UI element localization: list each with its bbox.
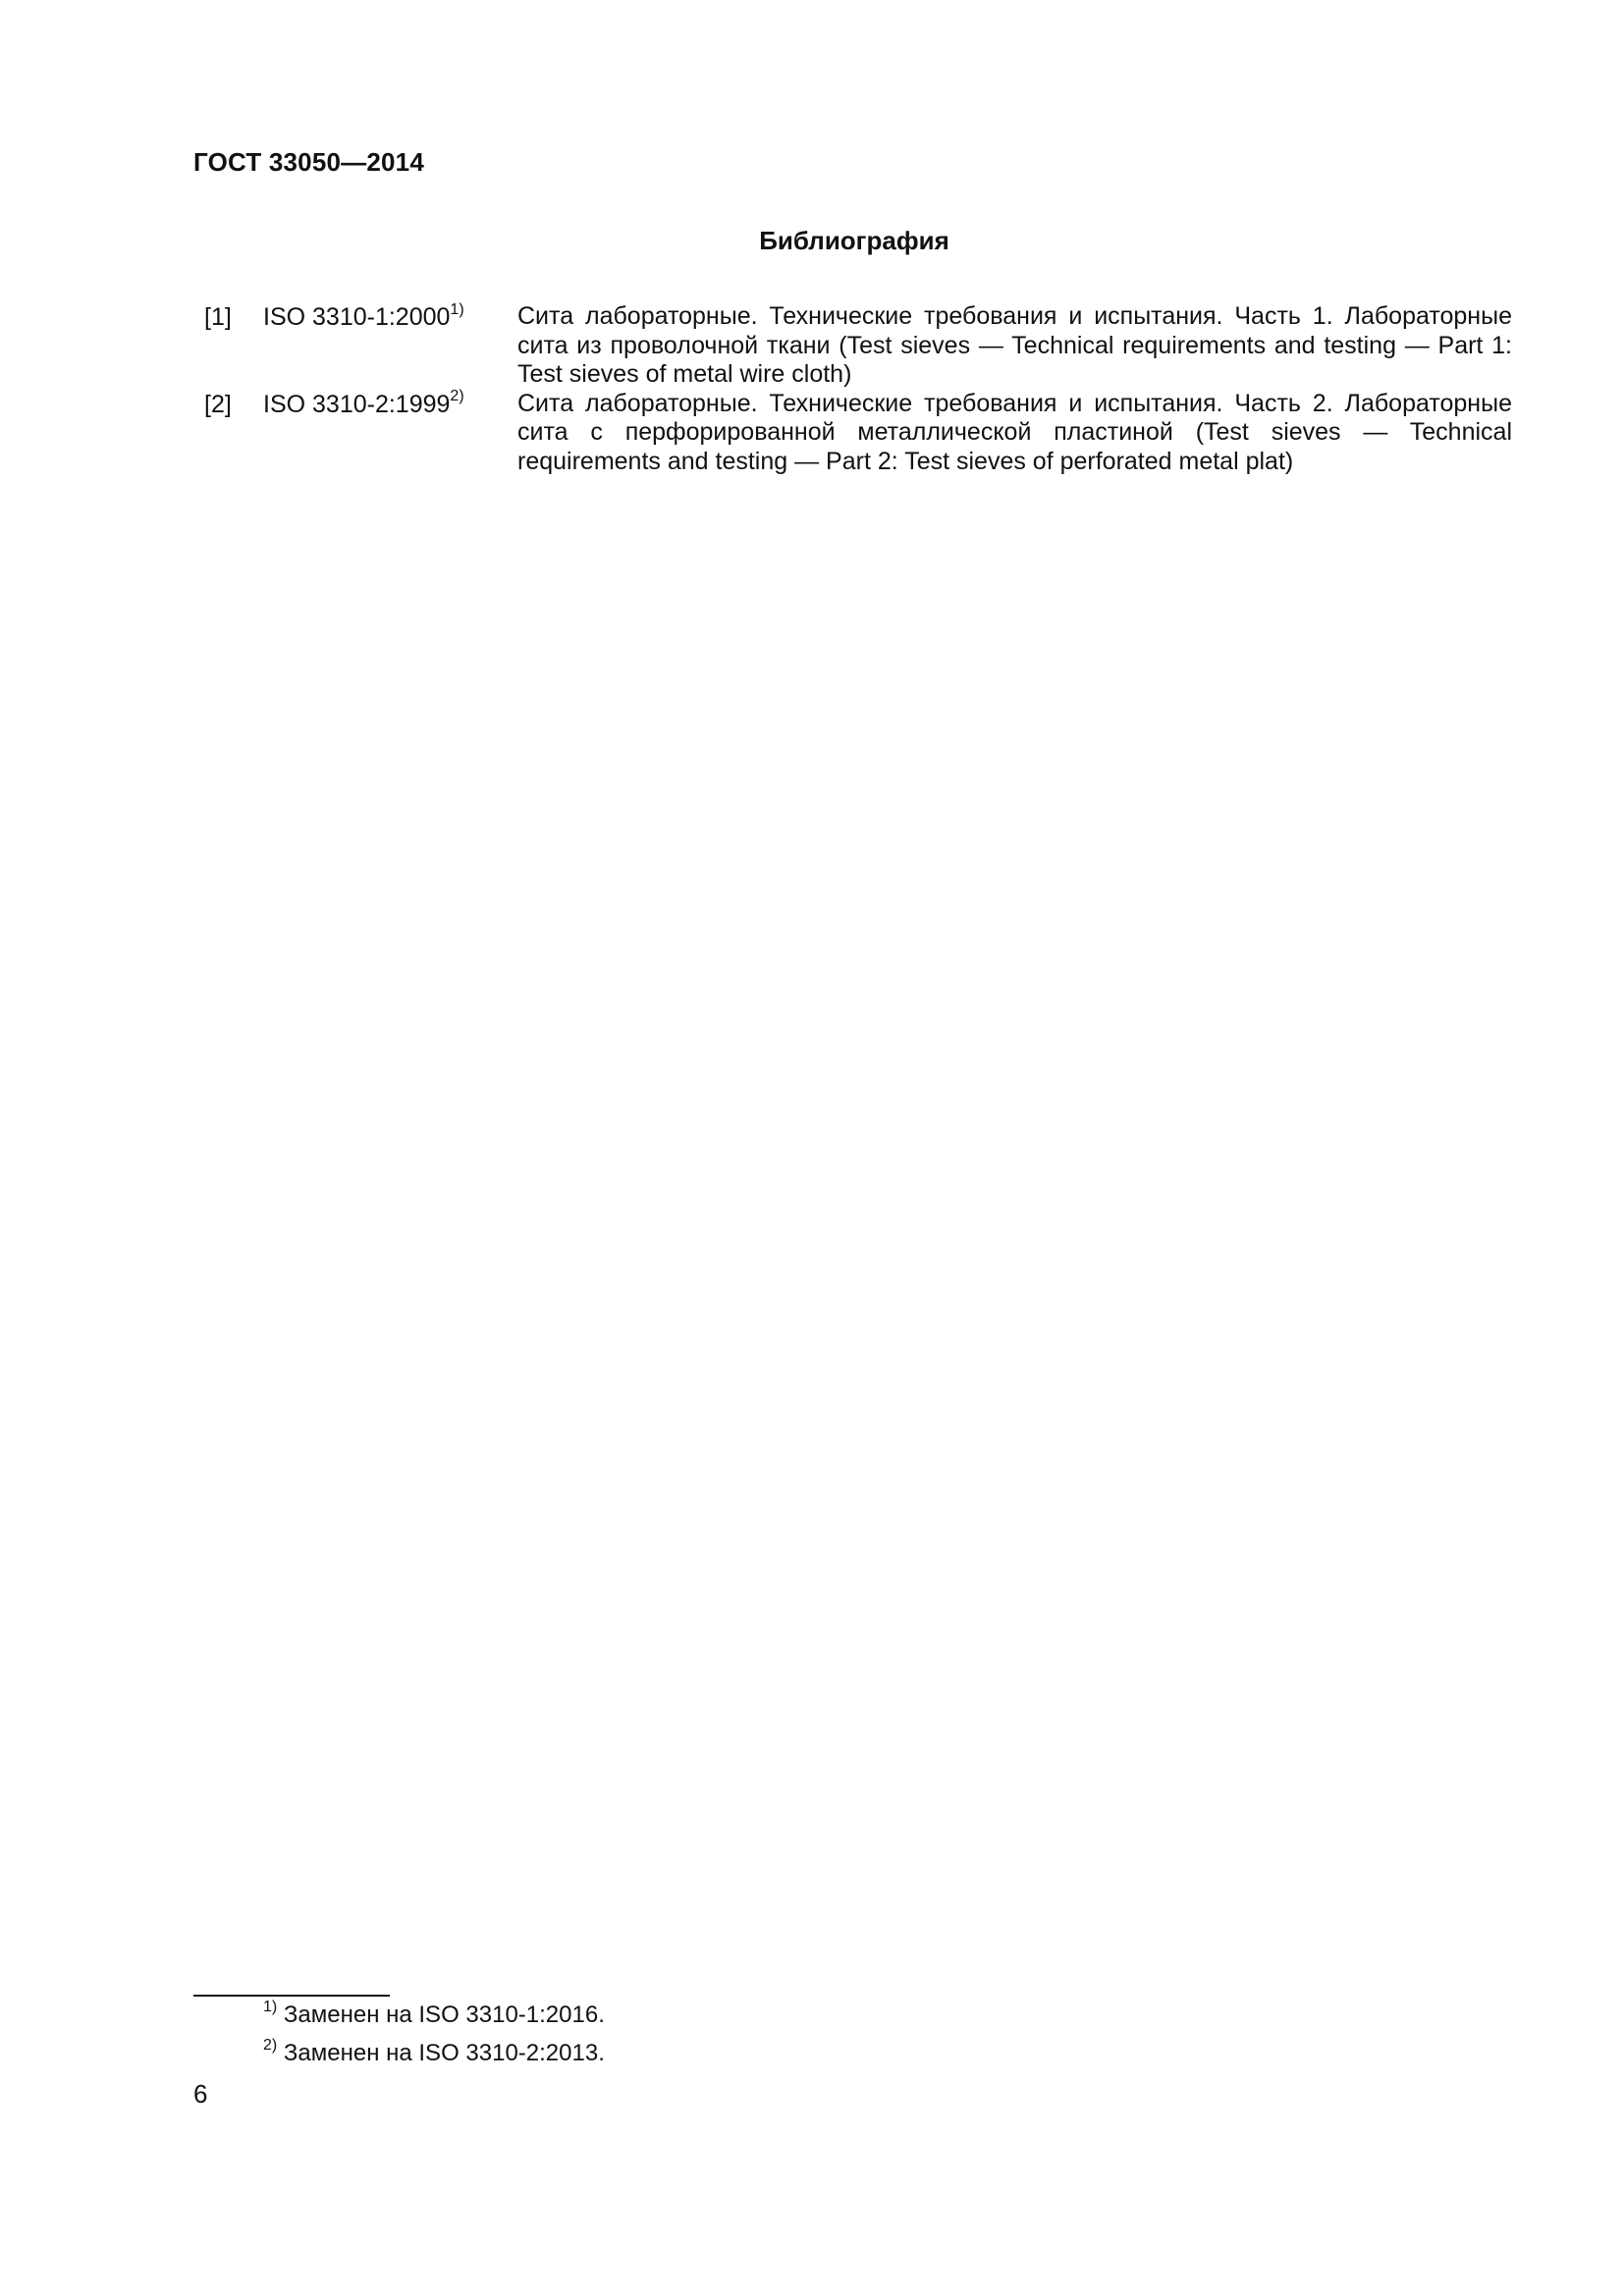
page-number: 6 bbox=[193, 2079, 208, 2109]
bibliography-list bbox=[0, 302, 1624, 476]
footnote-marker: 2) bbox=[450, 388, 464, 405]
bibliography-entry bbox=[0, 302, 1624, 390]
footnote bbox=[263, 2001, 605, 2030]
footnote-marker: 1) bbox=[263, 1999, 278, 2015]
bibliography-entry-number: [1] bbox=[204, 303, 232, 331]
document-code: ГОСТ 33050—2014 bbox=[193, 147, 424, 177]
footnote-marker: 1) bbox=[450, 300, 464, 318]
footnote-separator bbox=[193, 1995, 390, 1997]
section-title: Библиография bbox=[759, 226, 949, 255]
bibliography-entry-text: Сита лабораторные. Технические требования и испытания. Часть 2. Лабораторные сита с перфорированной металлической пластиной (Test sieves — Technical requirements and testing — Part 2: Test sieves of perforated metal plat) bbox=[517, 389, 1512, 475]
bibliography-entry-number: [2] bbox=[204, 390, 232, 418]
bibliography-entry-reference bbox=[263, 302, 464, 332]
reference-code: ISO 3310-1:2000 bbox=[263, 303, 451, 331]
bibliography-entry-reference bbox=[263, 390, 464, 419]
bibliography-entry bbox=[0, 390, 1624, 477]
reference-code: ISO 3310-2:1999 bbox=[263, 390, 451, 418]
footnote bbox=[263, 2039, 605, 2068]
footnote-text: Заменен на ISO 3310-2:2013. bbox=[283, 2040, 605, 2066]
bibliography-entry-text: Сита лабораторные. Технические требования и испытания. Часть 1. Лабораторные сита из проволочной ткани (Test sieves — Technical requirements and testing — Part 1: Test sieves of metal wire cloth) bbox=[517, 302, 1512, 388]
footnote-marker: 2) bbox=[263, 2037, 278, 2054]
footnote-text: Заменен на ISO 3310-1:2016. bbox=[283, 2002, 605, 2028]
